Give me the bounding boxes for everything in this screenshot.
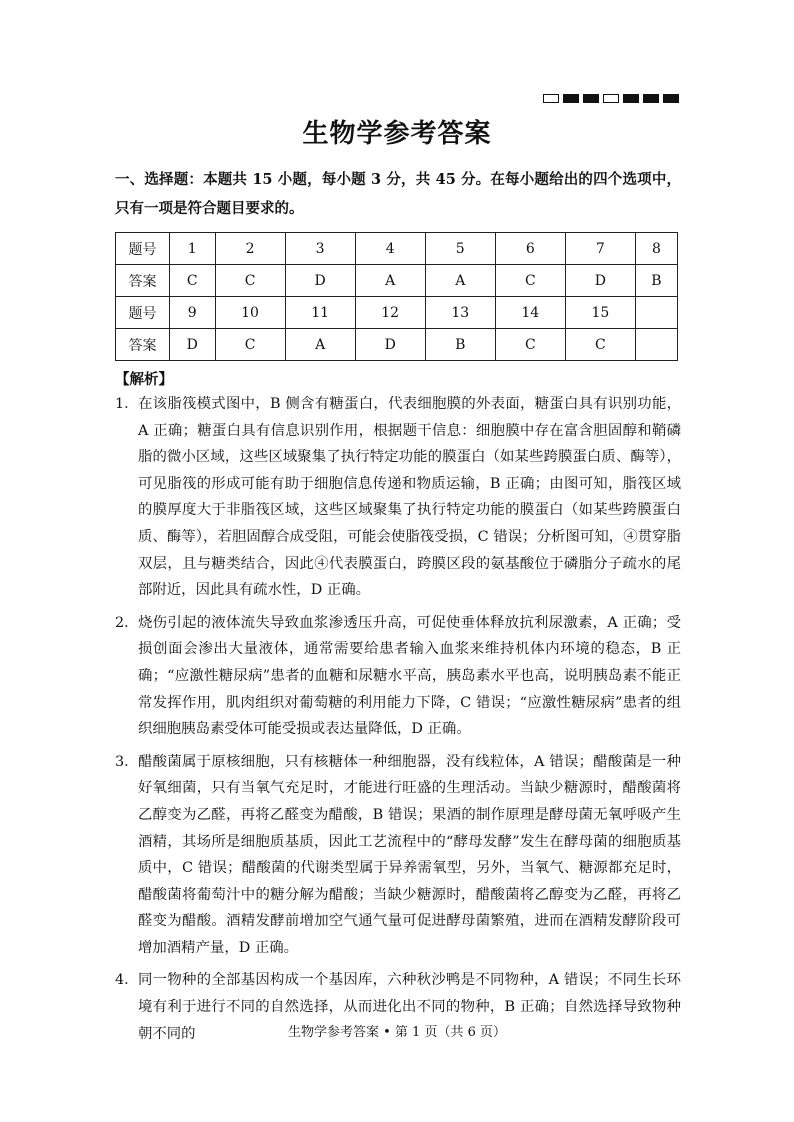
filled-square-mark (563, 94, 579, 103)
table-row (116, 329, 678, 361)
analysis-item-number: 1． (115, 396, 139, 412)
analysis-item-text: 烧伤引起的液体流失导致血浆渗透压升高，可促使垂体释放抗利尿激素，A 正确；受损创面会渗出大量液体，通常需要给患者输入血浆来维持机体内环境的稳态，B 正确；“应激性糖尿病”患者的血糖和尿糖水平高，胰岛素水平也高，说明胰岛素不能正常发挥作用，肌肉组织对葡萄糖的利用能力下降，C 错误；“应激性糖尿病”患者的组织细胞胰岛素受体可能受损或表达量降低，D 正确。 (138, 614, 681, 738)
table-cell: 7 (565, 233, 635, 265)
table-cell: 6 (495, 233, 565, 265)
analysis-item-number: 4． (115, 972, 139, 989)
table-cell: C (495, 329, 565, 361)
filled-square-mark (643, 94, 659, 103)
filled-square-mark (623, 94, 639, 103)
table-cell: 2 (215, 233, 285, 265)
table-cell: C (215, 265, 285, 297)
analysis-item (115, 749, 681, 962)
empty-square-mark (603, 94, 619, 103)
table-cell: 1 (170, 233, 216, 265)
table-row (116, 297, 678, 329)
analysis-item (115, 391, 681, 604)
table-cell: D (355, 329, 425, 361)
table-cell: 3 (285, 233, 355, 265)
table-cell: D (565, 265, 635, 297)
table-cell: 8 (635, 233, 677, 265)
table-row-header: 答案 (116, 265, 170, 297)
table-cell: D (170, 329, 216, 361)
table-cell: 11 (285, 297, 355, 329)
table-cell: 4 (355, 233, 425, 265)
table-cell: 15 (565, 297, 635, 329)
table-cell (635, 297, 677, 329)
table-cell: D (285, 265, 355, 297)
table-cell: C (170, 265, 216, 297)
analysis-item-number: 2． (115, 614, 139, 631)
table-cell: A (285, 329, 355, 361)
table-cell: 13 (425, 297, 495, 329)
empty-square-mark (543, 94, 559, 103)
analysis-heading: 【解析】 (115, 371, 173, 388)
table-cell: 10 (215, 297, 285, 329)
table-cell: 12 (355, 297, 425, 329)
table-row-header: 答案 (116, 329, 170, 361)
page-footer: 生物学参考答案 • 第 1 页（共 6 页） (287, 1025, 506, 1040)
table-cell: C (565, 329, 635, 361)
table-cell: A (355, 265, 425, 297)
table-cell (635, 329, 677, 361)
analysis-item (115, 610, 681, 743)
table-cell: 9 (170, 297, 216, 329)
table-row (116, 265, 678, 297)
analysis-item-number: 3． (115, 753, 139, 770)
table-cell: B (425, 329, 495, 361)
header-marks (543, 94, 679, 103)
page-title: 生物学参考答案 (302, 119, 492, 149)
table-row (116, 233, 678, 265)
table-cell: A (425, 265, 495, 297)
table-row-header: 题号 (116, 297, 170, 329)
analysis-item-text: 在该脂筏模式图中，B 侧含有糖蛋白，代表细胞膜的外表面，糖蛋白具有识别功能，A 正确；糖蛋白具有信息识别作用，根据题干信息：细胞膜中存在富含胆固醇和鞘磷脂的微小区域，这些区域聚集了执行特定功能的膜蛋白（如某些跨膜蛋白质、酶等），可见脂筏的形成可能有助于细胞信息传递和物质运输，B 正确；由图可知，脂筏区域的膜厚度大于非脂筏区域，这些区域聚集了执行特定功能的膜蛋白（如某些跨膜蛋白质、酶等），若胆固醇合成受阻，可能会使脂筏受损，C 错误；分析图可知，④贯穿脂双层，且与糖类结合，因此④代表膜蛋白，跨膜区段的氨基酸位于磷脂分子疏水的尾部附近，因此具有疏水性，D 正确。 (138, 396, 681, 599)
table-cell: C (495, 265, 565, 297)
table-cell: B (635, 265, 677, 297)
analysis-list (115, 391, 681, 1053)
filled-square-mark (663, 94, 679, 103)
table-row-header: 题号 (116, 233, 170, 265)
table-cell: C (215, 329, 285, 361)
analysis-item-text: 醋酸菌属于原核细胞，只有核糖体一种细胞器，没有线粒体，A 错误；醋酸菌是一种好氧细菌，只有当氧气充足时，才能进行旺盛的生理活动。当缺少糖源时，醋酸菌将乙醇变为乙醛，再将乙醛变为醋酸，B 错误；果酒的制作原理是酵母菌无氧呼吸产生酒精，其场所是细胞质基质，因此工艺流程中的“酵母发酵”发生在酵母菌的细胞质基质中，C 错误；醋酸菌的代谢类型属于异养需氧型，另外，当氧气、糖源都充足时，醋酸菌将葡萄汁中的糖分解为醋酸；当缺少糖源时，醋酸菌将乙醇变为乙醛，再将乙醛变为醋酸。酒精发酵前增加空气通气量可促进酵母菌繁殖，进而在酒精发酵阶段可增加酒精产量，D 正确。 (138, 753, 681, 956)
answer-table (115, 232, 678, 361)
analysis-item-text: 同一物种的全部基因构成一个基因库，六种秋沙鸭是不同物种，A 错误；不同生长环境有利于进行不同的自然选择，从而进化出不同的物种，B 正确；自然选择导致物种朝不同的 (138, 972, 681, 1042)
filled-square-mark (583, 94, 599, 103)
table-cell: 14 (495, 297, 565, 329)
table-cell: 5 (425, 233, 495, 265)
section-intro: 一、选择题：本题共 15 小题，每小题 3 分，共 45 分。在每小题给出的四个选项中，只有一项是符合题目要求的。 (115, 171, 681, 217)
